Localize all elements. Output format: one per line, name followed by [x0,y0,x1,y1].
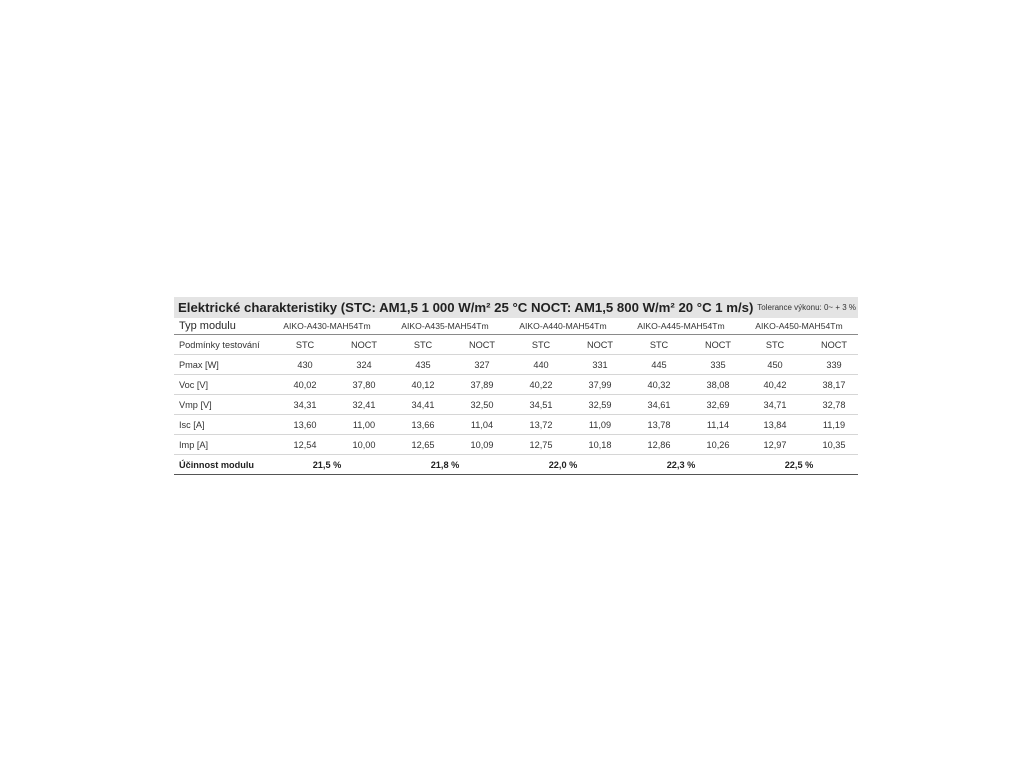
table-row [174,355,858,375]
value-cell: 40,22 [504,375,578,395]
table-row [174,395,858,415]
value-cell: 10,09 [460,435,504,455]
value-cell: 335 [696,355,740,375]
value-cell: 40,02 [268,375,342,395]
value-cell: 13,72 [504,415,578,435]
efficiency-value: 21,5 % [268,455,386,475]
model-name: AIKO-A435-MAH54Tm [386,318,504,335]
value-cell: 32,59 [578,395,622,415]
condition-cell: STC [504,335,578,355]
row-label: Vmp [V] [174,395,268,415]
value-cell: 38,17 [810,375,858,395]
value-cell: 37,99 [578,375,622,395]
row-label: Isc [A] [174,415,268,435]
value-cell: 40,32 [622,375,696,395]
value-cell: 13,66 [386,415,460,435]
value-cell: 13,60 [268,415,342,435]
value-cell: 34,41 [386,395,460,415]
model-name: AIKO-A450-MAH54Tm [740,318,858,335]
value-cell: 34,31 [268,395,342,415]
value-cell: 435 [386,355,460,375]
efficiency-value: 22,3 % [622,455,740,475]
value-cell: 12,97 [740,435,810,455]
value-cell: 34,51 [504,395,578,415]
test-conditions-label: Podmínky testování [174,335,268,355]
value-cell: 32,50 [460,395,504,415]
value-cell: 10,26 [696,435,740,455]
condition-cell: STC [386,335,460,355]
value-cell: 34,61 [622,395,696,415]
value-cell: 12,86 [622,435,696,455]
condition-cell: NOCT [578,335,622,355]
value-cell: 10,18 [578,435,622,455]
row-label: Pmax [W] [174,355,268,375]
model-name: AIKO-A440-MAH54Tm [504,318,622,335]
value-cell: 40,42 [740,375,810,395]
value-cell: 37,89 [460,375,504,395]
value-cell: 11,14 [696,415,740,435]
table-row [174,415,858,435]
efficiency-value: 22,0 % [504,455,622,475]
value-cell: 11,09 [578,415,622,435]
efficiency-label: Účinnost modulu [174,455,268,475]
value-cell: 339 [810,355,858,375]
value-cell: 40,12 [386,375,460,395]
value-cell: 32,41 [342,395,386,415]
value-cell: 32,69 [696,395,740,415]
electrical-specs-table [174,297,858,475]
value-cell: 11,04 [460,415,504,435]
value-cell: 10,00 [342,435,386,455]
test-conditions-row [174,335,858,355]
condition-cell: NOCT [342,335,386,355]
value-cell: 34,71 [740,395,810,415]
value-cell: 13,84 [740,415,810,435]
value-cell: 12,75 [504,435,578,455]
efficiency-value: 22,5 % [740,455,858,475]
condition-cell: STC [268,335,342,355]
row-label: Voc [V] [174,375,268,395]
efficiency-row [174,455,858,475]
model-name: AIKO-A430-MAH54Tm [268,318,386,335]
condition-cell: STC [740,335,810,355]
value-cell: 38,08 [696,375,740,395]
value-cell: 32,78 [810,395,858,415]
value-cell: 445 [622,355,696,375]
value-cell: 324 [342,355,386,375]
value-cell: 12,65 [386,435,460,455]
value-cell: 327 [460,355,504,375]
module-type-label: Typ modulu [174,318,268,335]
table-row [174,375,858,395]
value-cell: 440 [504,355,578,375]
power-tolerance-note: Tolerance výkonu: 0~ + 3 % [757,303,856,312]
value-cell: 331 [578,355,622,375]
value-cell: 430 [268,355,342,375]
condition-cell: NOCT [460,335,504,355]
row-label: Imp [A] [174,435,268,455]
value-cell: 450 [740,355,810,375]
model-name: AIKO-A445-MAH54Tm [622,318,740,335]
condition-cell: NOCT [810,335,858,355]
value-cell: 13,78 [622,415,696,435]
condition-cell: STC [622,335,696,355]
efficiency-value: 21,8 % [386,455,504,475]
module-type-row [174,318,858,335]
condition-cell: NOCT [696,335,740,355]
value-cell: 12,54 [268,435,342,455]
value-cell: 37,80 [342,375,386,395]
table-title: Elektrické charakteristiky (STC: AM1,5 1 000 W/m² 25 °C NOCT: AM1,5 800 W/m² 20 °C 1 m/s) [178,300,754,315]
value-cell: 11,00 [342,415,386,435]
value-cell: 10,35 [810,435,858,455]
value-cell: 11,19 [810,415,858,435]
specs-table [174,318,858,475]
title-bar [174,297,858,318]
table-row [174,435,858,455]
